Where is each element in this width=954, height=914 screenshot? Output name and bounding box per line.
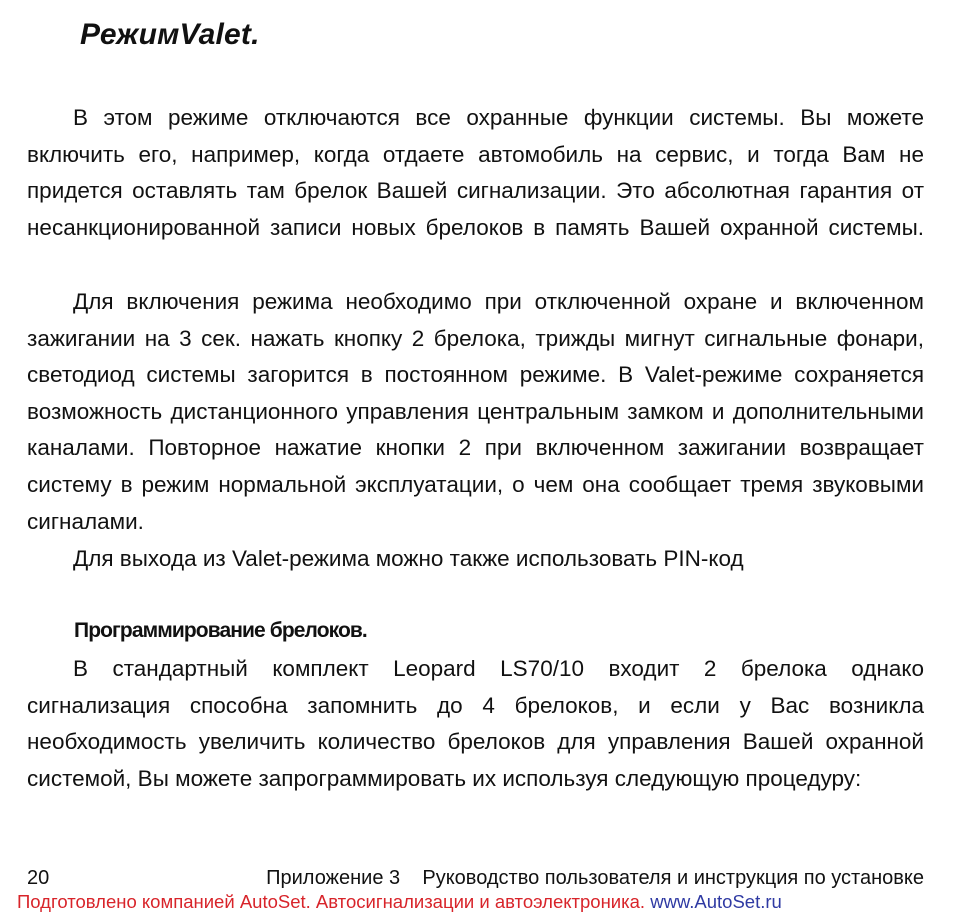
- credit-line: [17, 891, 782, 913]
- credit-text: Подготовлено компанией AutoSet. Автосигнализации и автоэлектроника.: [17, 891, 646, 912]
- footer-title: Приложение 3 Руководство пользователя и инструкция по установке: [266, 867, 924, 889]
- section-heading-valet: РежимValet.: [80, 18, 260, 51]
- paragraph-valet-activation: Для включения режима необходимо при отключенной охране и включенном зажигании на 3 сек. нажать кнопку 2 брелока, трижды мигнут сигнальные фонари, светодиод системы загорится в постоянном режиме. В Valet-режиме сохраняется возможность дистанционного управления центральным замком и дополнительными каналами. Повторное нажатие кнопки 2 при включенном зажигании возвращает систему в режим нормальной эксплуатации, о чем она сообщает тремя звуковыми сигналами.: [27, 289, 924, 534]
- page-number: 20: [27, 867, 50, 889]
- paragraph-valet-description: В этом режиме отключаются все охранные функции системы. Вы можете включить его, например, когда отдаете автомобиль на сервис, и тогда Вам не придется оставлять там брелок Вашей сигнализации. Это абсолютная гарантия от несанкционированной записи новых брелоков в память Вашей охранной системы.: [27, 105, 924, 240]
- credit-url[interactable]: www.AutoSet.ru: [650, 891, 782, 912]
- section-heading-programming: Программирование брелоков.: [74, 619, 367, 642]
- paragraph-valet-exit: Для выхода из Valet-режима можно также использовать PIN-код: [73, 546, 744, 571]
- page-footer: [27, 867, 924, 890]
- paragraph-programming: В стандартный комплект Leopard LS70/10 входит 2 брелока однако сигнализация способна запомнить до 4 брелоков, и если у Вас возникла необходимость увеличить количество брелоков для управления Вашей охранной системой, Вы можете запрограммировать их используя следующую процедуру:: [27, 656, 924, 791]
